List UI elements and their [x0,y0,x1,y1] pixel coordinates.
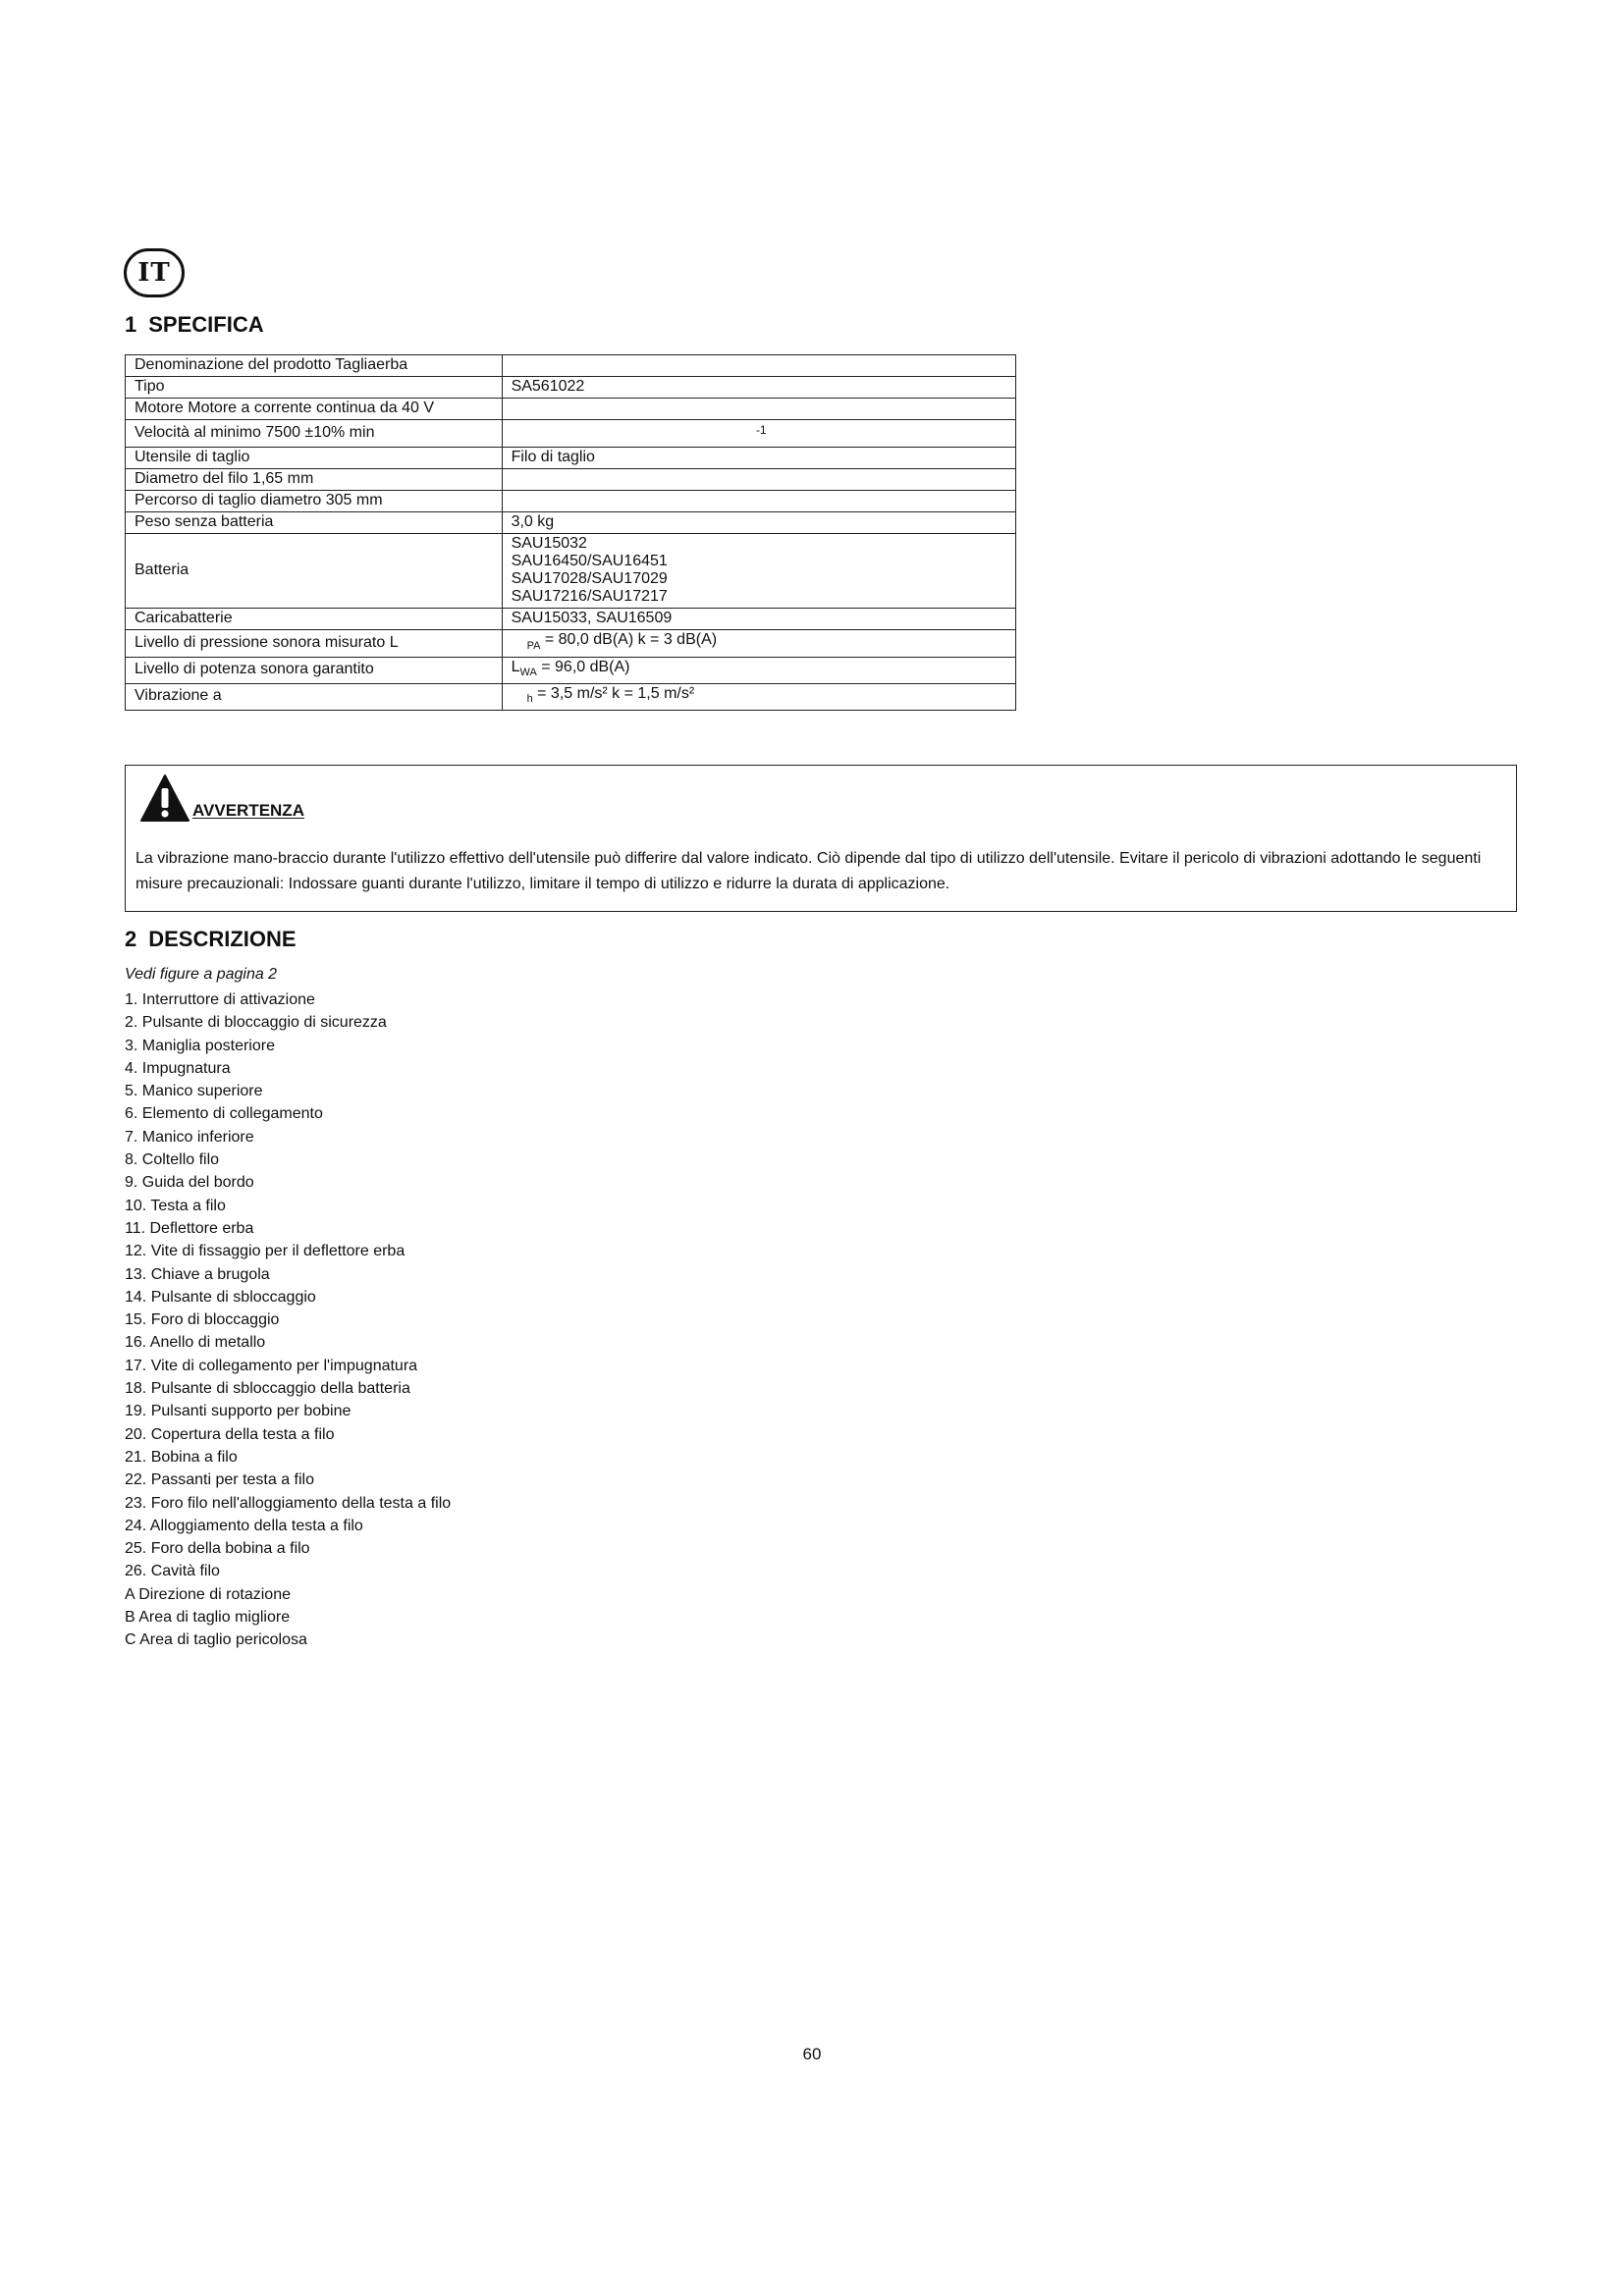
language-badge-label: IT [137,258,171,288]
list-item: 22. Passanti per testa a filo [125,1471,314,1489]
spec-row [126,377,1016,399]
list-item: 19. Pulsanti supporto per bobine [125,1403,352,1420]
spec-value-text: = 96,0 dB(A) [536,658,630,675]
list-item: 4. Impugnatura [125,1059,231,1077]
list-item: 20. Copertura della testa a filo [125,1425,335,1443]
spec-label: Velocità al minimo 7500 ±10% min [126,420,503,448]
section-title-descrizione [125,927,297,952]
list-item: 9. Guida del bordo [125,1174,254,1192]
section-number: 2 [125,927,137,951]
spec-row [126,355,1016,377]
spec-value [502,377,1015,399]
spec-label: Motore Motore a corrente continua da 40 V [126,399,503,420]
spec-value [502,630,1015,657]
section-number: 1 [125,312,137,337]
list-item: 13. Chiave a brugola [125,1265,270,1283]
page-number: 60 [802,2045,822,2063]
list-item: 12. Vite di fissaggio per il deflettore erba [125,1243,406,1260]
warning-box [125,765,1517,912]
list-item: B Area di taglio migliore [125,1609,291,1627]
spec-label: Percorso di taglio diametro 305 mm [126,491,503,512]
spec-value-text: = 80,0 dB(A) k = 3 dB(A) [540,631,718,649]
spec-value-text: 3,0 kg [511,513,555,531]
list-item: A Direzione di rotazione [125,1585,291,1603]
spec-row [126,683,1016,710]
spec-value-text: SA561022 [511,378,585,395]
spec-row [126,469,1016,491]
spec-row [126,448,1016,469]
spec-label: Tipo [126,377,503,399]
spec-label: Batteria [126,534,503,609]
spec-value [502,420,1015,448]
spec-label: Diametro del filo 1,65 mm [126,469,503,491]
spec-value [502,534,1015,609]
warning-header [139,774,304,823]
spec-label: Denominazione del prodotto Tagliaerba [126,355,503,377]
list-item: 24. Alloggiamento della testa a filo [125,1517,363,1534]
spec-label: Vibrazione a [126,683,503,710]
spec-table [125,354,1016,711]
spec-value-text: = 3,5 m/s² k = 1,5 m/s² [532,684,695,702]
warning-label: AVVERTENZA [192,801,304,820]
list-item: 6. Elemento di collegamento [125,1105,323,1123]
spec-row [126,630,1016,657]
list-item: 1. Interruttore di attivazione [125,991,315,1008]
list-item: 16. Anello di metallo [125,1334,266,1352]
spec-value [502,512,1015,534]
list-item: 3. Maniglia posteriore [125,1037,275,1054]
spec-value-line: SAU15032 [511,535,587,553]
list-item: 7. Manico inferiore [125,1128,254,1146]
section-title-text: SPECIFICA [148,312,264,337]
spec-label: Peso senza batteria [126,512,503,534]
spec-row [126,399,1016,420]
spec-row [126,534,1016,609]
spec-value-text: Filo di taglio [511,449,595,466]
spec-value-line: SAU17216/SAU17217 [511,588,668,606]
warning-text: La vibrazione mano-braccio durante l'utilizzo effettivo dell'utensile può differire dal valore indicato. Ciò dipende dal tipo di utilizzo dell'utensile. Evitare il pericolo di vibrazioni adottando le seguenti misure precauzionali: Indossare guanti durante l'utilizzo, limitare il tempo di utilizzo e ridurre la durata di applicazione. [135,850,1482,892]
spec-row [126,609,1016,630]
spec-row [126,657,1016,683]
list-item: 26. Cavità filo [125,1563,220,1580]
list-item: 18. Pulsante di sbloccaggio della batteria [125,1380,410,1398]
spec-label: Livello di potenza sonora garantito [126,657,503,683]
spec-label: Utensile di taglio [126,448,503,469]
spec-value-subscript: WA [519,666,537,678]
spec-value-line: SAU16450/SAU16451 [511,553,668,570]
figure-reference: Vedi figure a pagina 2 [125,966,278,983]
spec-value-line: SAU17028/SAU17029 [511,570,668,588]
spec-value [502,609,1015,630]
spec-value-superscript: -1 [755,423,767,437]
spec-table-body [126,355,1016,711]
section-title-specifica [125,312,264,338]
spec-row [126,512,1016,534]
list-item: 8. Coltello filo [125,1151,220,1169]
list-item: 15. Foro di bloccaggio [125,1311,280,1329]
language-badge [124,248,185,297]
spec-value-subscript: PA [526,639,541,652]
spec-value [502,469,1015,491]
spec-label: Caricabatterie [126,609,503,630]
spec-value [502,355,1015,377]
parts-list [125,988,451,1652]
list-item: 5. Manico superiore [125,1083,263,1100]
list-item: 17. Vite di collegamento per l'impugnatura [125,1357,418,1374]
list-item: 23. Foro filo nell'alloggiamento della testa a filo [125,1494,452,1512]
spec-value-prefix: L [511,658,520,675]
list-item: 2. Pulsante di bloccaggio di sicurezza [125,1014,387,1032]
spec-value [502,448,1015,469]
list-item: 21. Bobina a filo [125,1448,238,1466]
spec-value [502,491,1015,512]
spec-value-subscript: h [526,692,533,705]
section-title-text: DESCRIZIONE [148,927,297,951]
list-item: C Area di taglio pericolosa [125,1631,307,1649]
list-item: 14. Pulsante di sbloccaggio [125,1288,316,1306]
spec-row [126,491,1016,512]
spec-value [502,683,1015,710]
spec-row [126,420,1016,448]
list-item: 10. Testa a filo [125,1197,226,1214]
spec-value [502,399,1015,420]
list-item: 25. Foro della bobina a filo [125,1540,310,1558]
warning-triangle-icon [139,774,190,823]
spec-value [502,657,1015,683]
spec-label: Livello di pressione sonora misurato L [126,630,503,657]
spec-value-text: SAU15033, SAU16509 [511,610,673,627]
list-item: 11. Deflettore erba [125,1219,254,1237]
